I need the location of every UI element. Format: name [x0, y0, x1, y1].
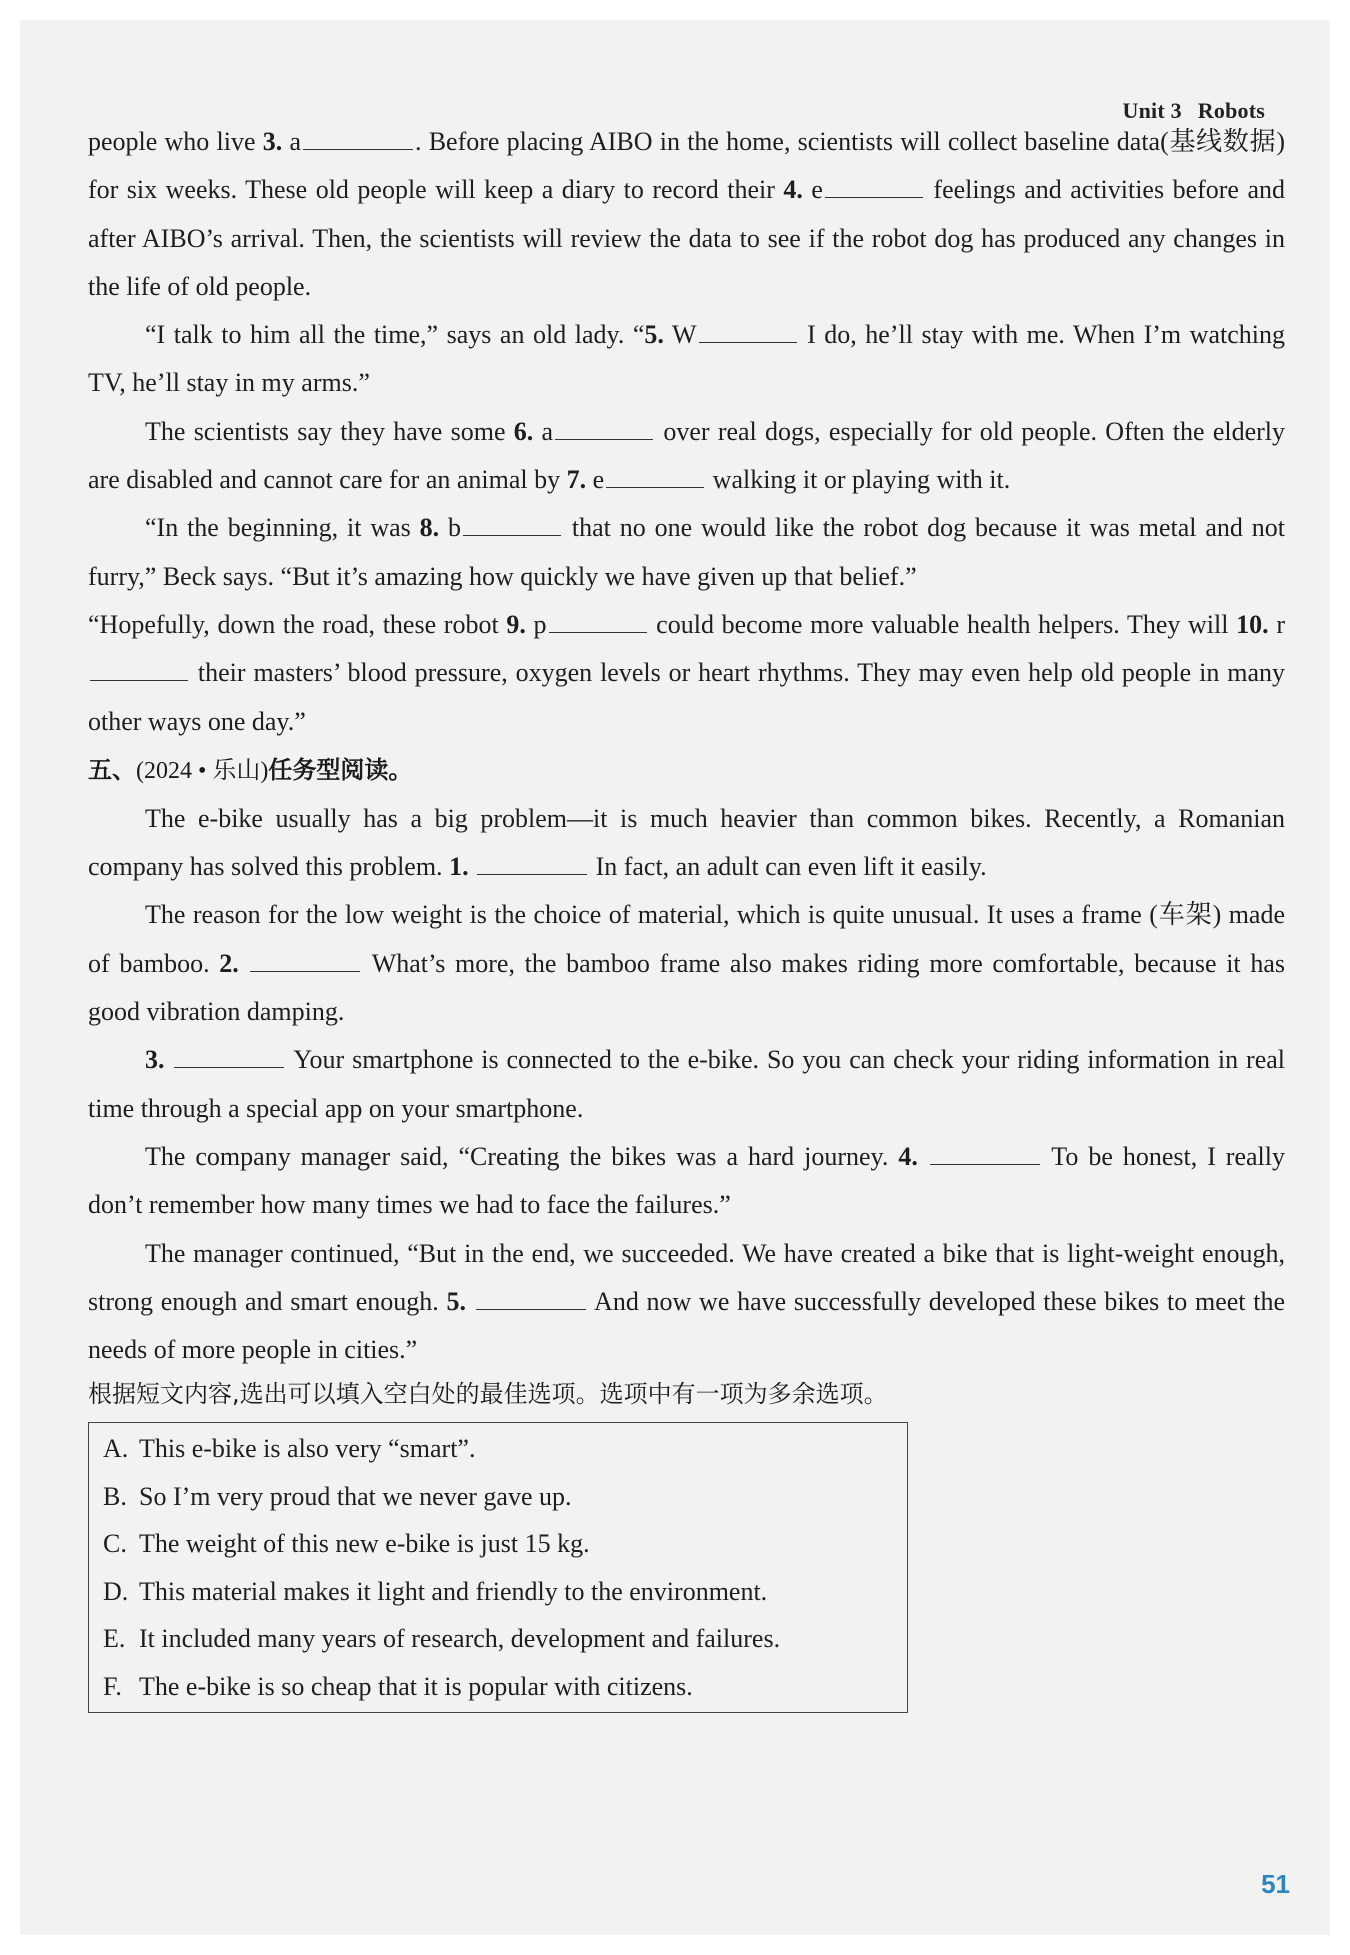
option-text: This material makes it light and friendly to the environment.: [139, 1576, 768, 1606]
question-number: 6.: [513, 416, 534, 446]
paragraph-text: I do, he’ll stay with me. When I’m watching TV, he’ll stay in my arms.”: [88, 320, 1285, 398]
answer-blank-s3[interactable]: [174, 1045, 284, 1068]
option-d: [103, 1568, 907, 1616]
option-letter: C.: [103, 1529, 127, 1559]
paragraph-text: The company manager said, “Creating the bikes was a hard journey.: [145, 1141, 899, 1171]
paragraph-text: What’s more, the bamboo frame also makes riding more comfortable, because it has good vibration damping.: [88, 948, 1285, 1027]
option-letter: F.: [103, 1671, 122, 1701]
paragraph-text: “In the beginning, it was: [145, 513, 420, 543]
answer-blank-s5[interactable]: [476, 1287, 586, 1310]
passage-paragraph-1: [88, 118, 1285, 311]
question-number: 9.: [506, 609, 526, 639]
section-heading: 任务型阅读。: [268, 755, 413, 784]
paragraph-text: The manager continued, “But in the end, we succeeded. We have created a bike that is light-weight enough, strong enough and smart enough.: [88, 1238, 1285, 1316]
header-topic: Robots: [1197, 98, 1265, 123]
answer-blank-5[interactable]: [699, 320, 797, 343]
paragraph-text: To be honest, I really don’t remember how many times we had to face the failures.”: [88, 1141, 1285, 1220]
question-number: 5.: [644, 320, 664, 350]
question-number: 1.: [449, 852, 469, 882]
passage-paragraph-2: [88, 311, 1285, 408]
reading-paragraph-5: [88, 1230, 1285, 1375]
option-letter: E.: [103, 1624, 126, 1654]
passage-paragraph-4: [88, 504, 1285, 601]
reading-paragraph-3: [88, 1036, 1285, 1133]
option-letter: B.: [103, 1481, 127, 1511]
option-e: [103, 1615, 907, 1663]
answer-blank-s4[interactable]: [930, 1142, 1040, 1165]
answer-blank-4[interactable]: [825, 175, 923, 198]
reading-paragraph-1: [88, 795, 1285, 892]
paragraph-text: The e-bike usually has a big problem—it is much heavier than common bikes. Recently, a Romanian company has solved this problem.: [88, 803, 1285, 882]
paragraph-text: “Hopefully, down the road, these robot: [88, 609, 507, 639]
blank-initial-letter: r: [1268, 609, 1285, 639]
question-number: 3.: [145, 1045, 165, 1075]
reading-paragraph-2: [88, 891, 1285, 1036]
question-number: 3.: [262, 127, 283, 156]
section-source: (2024 • 乐山): [136, 757, 269, 784]
section-number: 五、: [88, 755, 136, 784]
question-number: 4.: [898, 1141, 918, 1171]
answer-blank-8[interactable]: [463, 513, 561, 536]
question-number: 10.: [1236, 609, 1269, 639]
answer-blank-3[interactable]: [303, 127, 413, 150]
option-text: The e-bike is so cheap that it is popular with citizens.: [139, 1671, 693, 1701]
blank-initial-letter: e: [586, 465, 605, 495]
reading-paragraph-4: [88, 1133, 1285, 1230]
header-unit: Unit 3: [1122, 98, 1182, 123]
passage-paragraph-3: [88, 408, 1285, 505]
blank-initial-letter: p: [525, 609, 547, 639]
blank-initial-letter: a: [282, 127, 301, 156]
options-box: [88, 1422, 908, 1713]
option-text: The weight of this new e-bike is just 15 kg.: [139, 1529, 590, 1559]
option-c: [103, 1520, 907, 1568]
paragraph-text: In fact, an adult can even lift it easily.: [589, 852, 987, 882]
blank-initial-letter: W: [663, 320, 697, 350]
passage-paragraph-5: [88, 601, 1285, 746]
answer-blank-7[interactable]: [606, 465, 704, 488]
question-number: 5.: [446, 1286, 467, 1316]
answer-blank-s2[interactable]: [250, 949, 360, 972]
option-text: So I’m very proud that we never gave up.: [139, 1481, 572, 1511]
question-number: 8.: [419, 513, 440, 543]
section-title: [88, 746, 1285, 795]
answer-blank-6[interactable]: [555, 417, 653, 440]
page-number: 51: [1261, 1869, 1290, 1899]
option-a: [103, 1425, 907, 1473]
paragraph-text: feelings and activities before and after AIBO’s arrival. Then, the scientists will review the data to see if the robot dog has produced any changes in the life of old people.: [88, 175, 1286, 301]
paragraph-text: The reason for the low weight is the choice of material, which is quite unusual. It uses a frame (车架) made of bamboo.: [88, 900, 1285, 978]
paragraph-text: The scientists say they have some: [145, 416, 514, 446]
instruction-text: 根据短文内容,选出可以填入空白处的最佳选项。选项中有一项为多余选项。: [88, 1380, 888, 1409]
paragraph-text: “I talk to him all the time,” says an old lady. “: [145, 320, 645, 350]
paragraph-text: that no one would like the robot dog because it was metal and not furry,” Beck says. “But it’s amazing how quickly we have given up that belief.”: [88, 513, 1286, 591]
blank-initial-letter: b: [439, 513, 462, 543]
page-content: [88, 118, 1285, 1713]
option-text: This e-bike is also very “smart”.: [139, 1434, 476, 1464]
paragraph-text: their masters’ blood pressure, oxygen levels or heart rhythms. They may even help old people in many other ways one day.”: [88, 658, 1285, 736]
paragraph-text: . Before placing AIBO in the home, scientists will collect baseline data(基线数据) for six weeks. These old people will keep a diary to record their: [88, 127, 1285, 205]
paragraph-text: walking it or playing with it.: [706, 465, 1011, 495]
question-number: 2.: [219, 948, 239, 978]
option-b: [103, 1473, 907, 1521]
blank-initial-letter: e: [802, 175, 823, 205]
option-letter: D.: [103, 1576, 129, 1606]
paragraph-text: And now we have successfully developed these bikes to meet the needs of more people in cities.”: [88, 1286, 1285, 1365]
question-number: 4.: [783, 175, 803, 205]
answer-blank-9[interactable]: [549, 610, 647, 633]
option-text: It included many years of research, development and failures.: [139, 1624, 781, 1654]
blank-initial-letter: a: [533, 416, 554, 446]
option-letter: A.: [103, 1434, 129, 1464]
paragraph-text: people who live: [88, 127, 263, 156]
option-f: [103, 1663, 907, 1711]
paragraph-text: Your smartphone is connected to the e-bike. So you can check your riding information in real time through a special app on your smartphone.: [88, 1045, 1285, 1123]
answer-blank-10[interactable]: [90, 658, 188, 681]
paragraph-text: could become more valuable health helpers. They will: [648, 609, 1237, 639]
question-number: 7.: [566, 465, 587, 495]
answer-blank-s1[interactable]: [477, 852, 587, 875]
paragraph-text: over real dogs, especially for old people. Often the elderly are disabled and cannot care for an animal by: [88, 416, 1285, 495]
